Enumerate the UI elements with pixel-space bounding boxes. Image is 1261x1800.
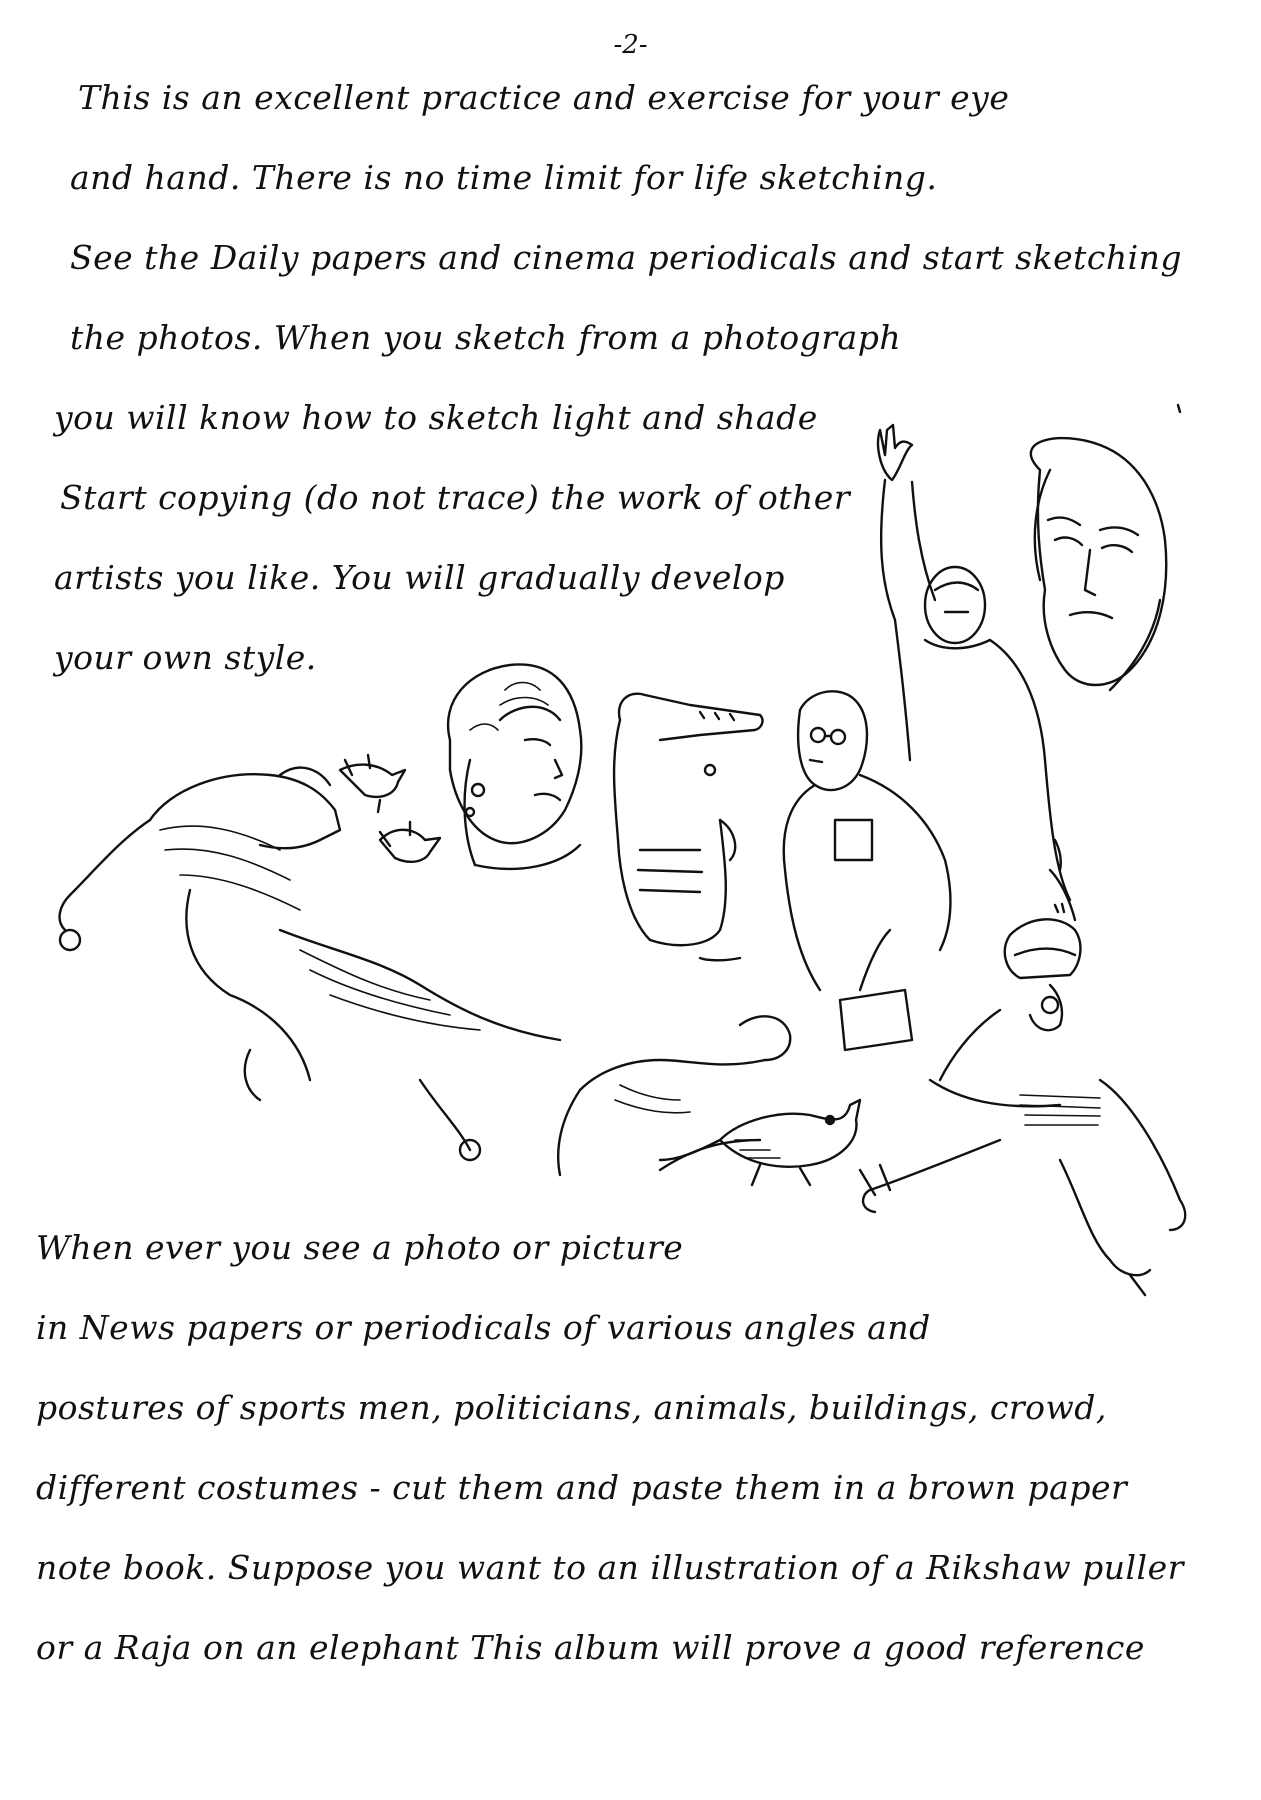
crocodile-sketch — [614, 694, 762, 961]
bespectacled-man-sketch — [784, 691, 951, 1050]
page-number: -2- — [613, 30, 648, 60]
face-portrait-sketch — [1031, 405, 1180, 690]
birds-sketch — [340, 755, 440, 862]
man-waving-sketch — [878, 425, 1075, 920]
text-line: note book. Suppose you want to an illustration of a Rikshaw puller — [36, 1548, 1184, 1587]
text-line: different costumes - cut them and paste them in a brown paper — [36, 1468, 1128, 1507]
woman-headscarf-sketch — [448, 664, 581, 868]
horse-sketch — [60, 768, 560, 1160]
text-line: postures of sports men, politicians, animals, buildings, crowd, — [36, 1388, 1107, 1427]
text-line: Start copying (do not trace) the work of other — [60, 478, 851, 517]
text-line: the photos. When you sketch from a photograph — [70, 318, 902, 357]
text-line: in News papers or periodicals of various angles and — [36, 1308, 931, 1347]
rat-sketch — [660, 1100, 860, 1185]
text-line: When ever you see a photo or picture — [36, 1228, 684, 1267]
text-line: your own style. — [54, 638, 317, 677]
text-line: See the Daily papers and cinema periodicals and start sketching — [70, 238, 1183, 277]
reclining-man-sketch — [558, 1016, 790, 1175]
text-line: artists you like. You will gradually develop — [54, 558, 785, 597]
text-line: This is an excellent practice and exercise for your eye — [78, 78, 1010, 117]
text-line: you will know how to sketch light and shade — [54, 398, 818, 437]
man-turban-sketch — [860, 919, 1185, 1295]
text-line: and hand. There is no time limit for life sketching. — [70, 158, 938, 197]
text-line: or a Raja on an elephant This album will prove a good reference — [36, 1628, 1145, 1667]
